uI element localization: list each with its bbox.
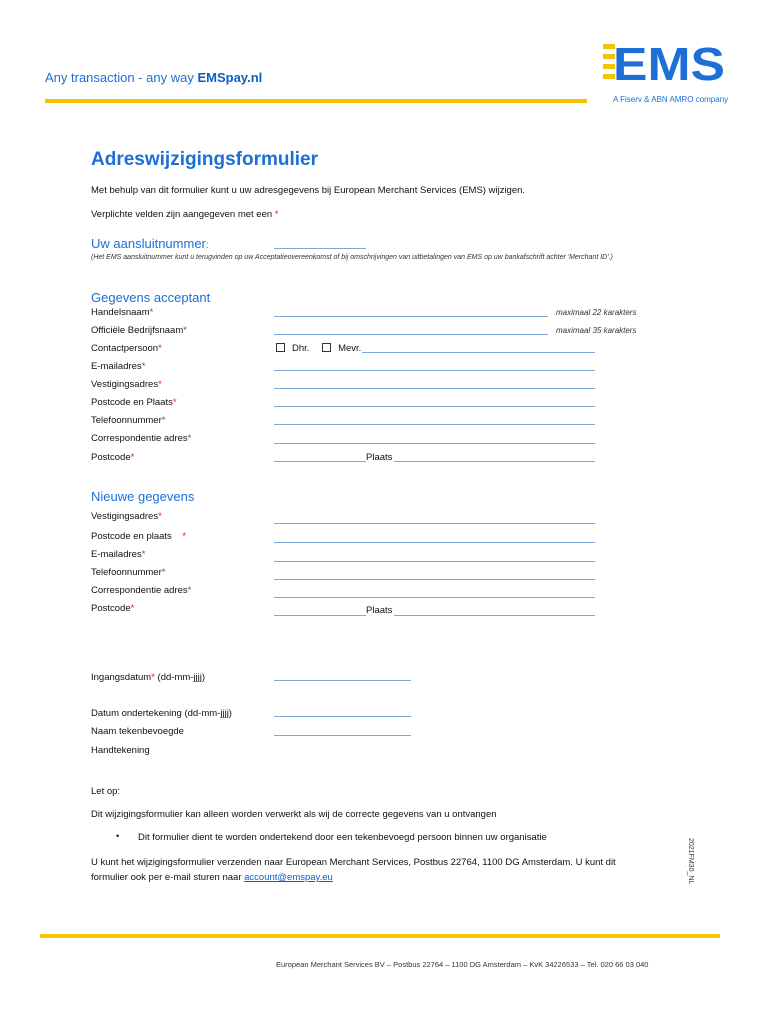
nieuw-email-field[interactable] <box>274 561 595 562</box>
postcode-field[interactable] <box>274 461 366 462</box>
ingangsdatum-field[interactable] <box>274 680 411 681</box>
nieuw-correspondentie-adres-field[interactable] <box>274 597 595 598</box>
label-handelsnaam: Handelsnaam* <box>91 307 154 318</box>
label-nieuw-telefoonnummer: Telefoonnummer* <box>91 567 166 578</box>
naam-tekenbevoegde-field[interactable] <box>274 735 411 736</box>
label-ingangsdatum: Ingangsdatum* (dd-mm-jjjj) <box>91 672 206 683</box>
postcode-plaats-field[interactable] <box>274 406 595 407</box>
letop-bullet-text: Dit formulier dient te worden ondertekend door een tekenbevoegd persoon binnen uw organisatie <box>138 832 547 843</box>
send-line-2 <box>91 872 333 883</box>
email-link[interactable]: account@emspay.eu <box>244 872 333 883</box>
telefoonnummer-field[interactable] <box>274 424 595 425</box>
plaats-field[interactable] <box>394 461 595 462</box>
letop-line: Dit wijzigingsformulier kan alleen worden verwerkt als wij de correcte gegevens van u ontvangen <box>91 809 497 820</box>
handelsnaam-field[interactable] <box>274 316 548 317</box>
handelsnaam-max-note: maximaal 22 karakters <box>556 308 637 317</box>
label-nieuw-plaats: Plaats <box>366 605 393 616</box>
nieuw-heading: Nieuwe gegevens <box>91 489 195 504</box>
page-title: Adreswijzigingsformulier <box>91 149 318 170</box>
label-handtekening: Handtekening <box>91 745 150 756</box>
acceptant-heading: Gegevens acceptant <box>91 290 211 305</box>
label-telefoonnummer: Telefoonnummer* <box>91 415 166 426</box>
ems-logo <box>603 40 727 84</box>
dhr-label: Dhr. <box>292 343 310 354</box>
label-nieuw-correspondentie-adres: Correspondentie adres* <box>91 585 192 596</box>
send-line-1: U kunt het wijzigingsformulier verzenden naar European Merchant Services, Postbus 22764, 1100 DG Amsterdam. U kunt dit <box>91 857 616 868</box>
dhr-checkbox[interactable] <box>276 343 285 352</box>
nieuw-plaats-field[interactable] <box>394 615 595 616</box>
mevr-label: Mevr. <box>338 343 362 354</box>
aansluit-heading <box>91 236 209 251</box>
label-naam-tekenbevoegde: Naam tekenbevoegde <box>91 726 184 737</box>
label-correspondentie-adres: Correspondentie adres* <box>91 433 192 444</box>
required-note <box>91 209 279 220</box>
label-datum-ondertekening: Datum ondertekening (dd-mm-jjjj) <box>91 708 232 719</box>
email-field[interactable] <box>274 370 595 371</box>
label-nieuw-postcode: Postcode* <box>91 603 135 614</box>
label-officiele-bedrijfsnaam: Officiële Bedrijfsnaam* <box>91 325 187 336</box>
send-line-2-text: formulier ook per e-mail sturen naar <box>91 872 245 883</box>
label-nieuw-email: E-mailadres* <box>91 549 146 560</box>
label-postcode: Postcode* <box>91 452 135 463</box>
required-note-text: Verplichte velden zijn aangegeven met een <box>91 209 273 220</box>
logo-subtitle: A Fiserv & ABN AMRO company <box>613 95 729 104</box>
tagline <box>45 70 262 85</box>
letop-heading: Let op: <box>91 786 121 797</box>
datum-ondertekening-field[interactable] <box>274 716 411 717</box>
nieuw-telefoonnummer-field[interactable] <box>274 579 595 580</box>
form-code: 2021FM30_NL <box>687 838 694 885</box>
nieuw-postcode-field[interactable] <box>274 615 366 616</box>
label-nieuw-vestigingsadres: Vestigingsadres* <box>91 511 162 522</box>
footer-text: European Merchant Services BV – Postbus 22764 – 1100 DG Amsterdam – KvK 34226533 – Tel. 020 66 03 040 <box>276 960 649 969</box>
vestigingsadres-field[interactable] <box>274 388 595 389</box>
mevr-checkbox[interactable] <box>322 343 331 352</box>
salutation-options <box>276 343 361 354</box>
label-vestigingsadres: Vestigingsadres* <box>91 379 162 390</box>
aansluitnummer-field[interactable] <box>274 248 366 249</box>
correspondentie-adres-field[interactable] <box>274 443 595 444</box>
officiele-bedrijfsnaam-field[interactable] <box>274 334 548 335</box>
officiele-max-note: maximaal 35 karakters <box>556 326 637 335</box>
required-asterisk: * <box>274 209 279 220</box>
label-plaats: Plaats <box>366 452 393 463</box>
logo-text: EMS <box>613 40 725 84</box>
nieuw-postcode-plaats-field[interactable] <box>274 542 595 543</box>
tagline-brand-link[interactable]: EMSpay.nl <box>197 70 263 85</box>
label-email: E-mailadres* <box>91 361 146 372</box>
label-nieuw-postcode-plaats: Postcode en plaats * <box>91 531 187 542</box>
aansluit-colon: : <box>205 240 209 251</box>
nieuw-vestigingsadres-field[interactable] <box>274 523 595 524</box>
intro-text: Met behulp van dit formulier kunt u uw adresgegevens bij European Merchant Services (EMS) wijzigen. <box>91 185 526 196</box>
tagline-text: Any transaction - any way <box>45 70 198 85</box>
label-postcode-plaats: Postcode en Plaats* <box>91 397 177 408</box>
header-accent-bar <box>45 99 587 103</box>
footer-accent-bar <box>40 934 720 938</box>
bullet-dot: • <box>116 831 120 842</box>
contactpersoon-field[interactable] <box>362 352 595 353</box>
aansluit-heading-text: Uw aansluitnummer <box>91 236 206 251</box>
aansluit-hint: (Het EMS aansluitnummer kunt u terugvinden op uw Acceptatieovereenkomst of bij omschrijvingen van uitbetalingen van EMS op uw bankafschrift achter 'Merchant ID'.) <box>91 254 613 261</box>
label-contactpersoon: Contactpersoon* <box>91 343 162 354</box>
